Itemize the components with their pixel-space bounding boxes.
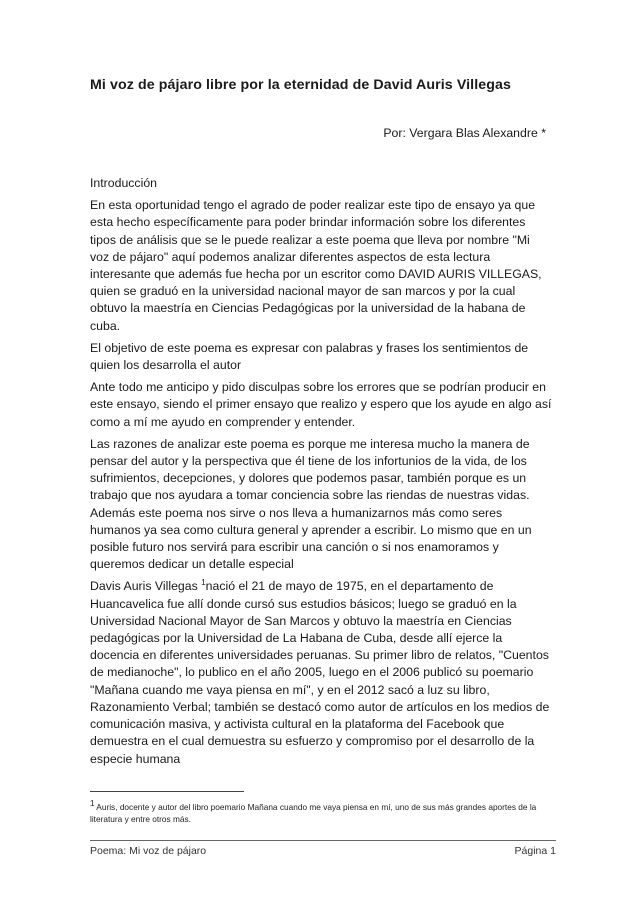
footnote-separator — [90, 791, 244, 792]
footnote-text: Auris, docente y autor del libro poemario Mañana cuando me vaya piensa en mí, uno de sus más grandes aportes de la literatura y entre otros más. — [90, 802, 537, 824]
document-body — [90, 175, 552, 773]
paragraph-3: Ante todo me anticipo y pido disculpas sobre los errores que se podrían producir en este ensayo, siendo el primer ensayo que realizo y espero que los ayude en algo así como a mí me ayudo en comprender y entender. — [90, 380, 552, 429]
footnote-ref[interactable]: 1 — [201, 578, 206, 588]
footer-divider — [90, 840, 556, 841]
footer-title: Poema: Mi voz de pájaro — [90, 845, 207, 857]
paragraph-2: El objetivo de este poema es expresar con palabras y frases los sentimientos de quien los desarrolla el autor — [90, 340, 529, 373]
footnote-number: 1 — [90, 799, 95, 809]
bio-lead: Davis Auris Villegas — [90, 579, 202, 594]
bio-text: nació el 21 de mayo de 1975, en el departamento de Huancavelica fue allí donde cursó sus estudios básicos; luego se graduó en la Universidad Nacional Mayor de San Marcos y obtuvo la maestría en Ciencias pedagógicas por la Universidad de La Habana de Cuba, desde allí ejerce la docencia en diferentes universidades peruanas. Su primer libro de relatos, "Cuentos de medianoche", lo publico en el año 2005, luego en el 2006 publicó su poemario "Mañana cuando me vaya piensa en mí", y en el 2012 sacó a luz su libro, Razonamiento Verbal; también se destacó como autor de artículos en los medios de comunicación masiva, y activista cultural en la plataforma del Facebook que demuestra en el cual demuestra su esfuerzo y compromiso por el desarrollo de la especie humana — [90, 579, 550, 766]
bio-paragraph — [90, 578, 552, 767]
paragraph-1: En esta oportunidad tengo el agrado de poder realizar este tipo de ensayo ya que esta hecho específicamente para poder brindar información sobre los diferentes tipos de análisis que se le puede realizar a este poema que lleva por nombre "Mi voz de pájaro" aquí podemos analizar diferentes aspectos de esta lectura interesante que además fue hecha por un escritor como DAVID AURIS VILLEGAS, quien se graduó en la universidad nacional mayor de san marcos y por la cual obtuvo la maestría en Ciencias Pedagógicas por la universidad de la habana de cuba. — [90, 198, 542, 333]
footer-page-number: Página 1 — [514, 845, 556, 857]
intro-heading: Introducción — [90, 176, 157, 190]
footnote — [90, 801, 560, 825]
author-line: Por: Vergara Blas Alexandre * — [383, 126, 546, 140]
document-title: Mi voz de pájaro libre por la eternidad de David Auris Villegas — [90, 77, 512, 93]
paragraph-4: Las razones de analizar este poema es porque me interesa mucho la manera de pensar del autor y la perspectiva que él tiene de los infortunios de la vida, de los sufrimientos, decepciones, y dolores que podemos pasar, también porque es un trabajo que nos ayudara a tomar conciencia sobre las riendas de nuestras vidas. Además este poema nos sirve o nos lleva a humanizarnos más como seres humanos ya sea como cultura general y aprender a escribir. Lo mismo que en un posible futuro nos servirá para escribir una canción o si nos enamoramos y queremos dedicar un detalle especial — [90, 436, 532, 572]
